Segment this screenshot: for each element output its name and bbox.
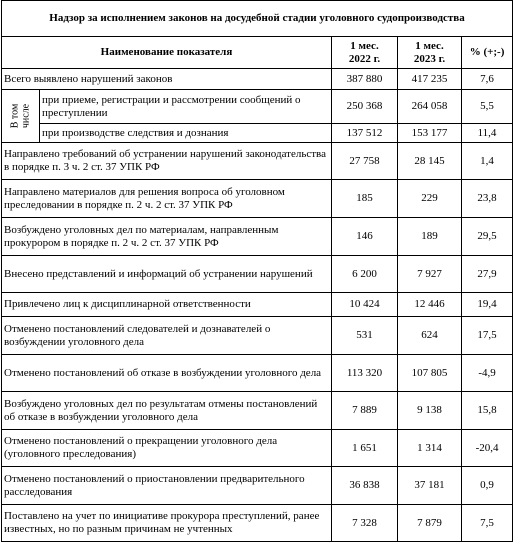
row-value-2023: 9 138 [398, 392, 462, 430]
table-row [2, 317, 513, 355]
row-percent: 17,5 [462, 317, 513, 355]
row-value-2022: 146 [332, 218, 398, 256]
table-row [2, 90, 513, 124]
header-name-column: Наименование показателя [2, 37, 332, 69]
row-value-2023: 12 446 [398, 293, 462, 317]
row-percent: 15,8 [462, 392, 513, 430]
table-row [2, 124, 513, 143]
table-row [2, 430, 513, 467]
header-2023-column [398, 37, 462, 69]
table-header-row [2, 37, 513, 69]
row-value-2023: 264 058 [398, 90, 462, 124]
row-value-2022: 6 200 [332, 256, 398, 293]
row-label: при приеме, регистрации и рассмотрении сообщений о преступлении [40, 90, 332, 124]
table-title: Надзор за исполнением законов на досудебной стадии уголовного судопроизводства [2, 1, 513, 37]
row-value-2022: 185 [332, 180, 398, 218]
header-2022-line2: 2022 г. [348, 52, 381, 65]
row-percent: 0,9 [462, 467, 513, 505]
row-value-2022: 27 758 [332, 143, 398, 180]
row-percent: 27,9 [462, 256, 513, 293]
header-percent-column: % (+;-) [462, 37, 513, 69]
row-value-2023: 107 805 [398, 355, 462, 392]
row-value-2022: 1 651 [332, 430, 398, 467]
row-percent: -4,9 [462, 355, 513, 392]
row-value-2023: 28 145 [398, 143, 462, 180]
row-percent: 11,4 [462, 124, 513, 143]
row-value-2022: 7 889 [332, 392, 398, 430]
row-value-2022: 113 320 [332, 355, 398, 392]
row-label: Отменено постановлений об отказе в возбуждении уголовного дела [2, 355, 332, 392]
row-label: Внесено представлений и информаций об устранении нарушений [2, 256, 332, 293]
row-label: Поставлено на учет по инициативе прокурора преступлений, ранее известных, но по разным причинам не учтенных [2, 505, 332, 542]
row-value-2022: 250 368 [332, 90, 398, 124]
row-percent: 7,5 [462, 505, 513, 542]
group-label-line2: числе [20, 103, 32, 128]
group-label-text [9, 103, 31, 128]
header-2022-line1: 1 мес. [350, 39, 379, 52]
row-percent: 5,5 [462, 90, 513, 124]
table-title-row [2, 1, 513, 37]
row-label: Отменено постановлений о прекращении уголовного дела (уголовного преследования) [2, 430, 332, 467]
row-percent: 7,6 [462, 69, 513, 90]
row-value-2023: 153 177 [398, 124, 462, 143]
row-value-2023: 7 927 [398, 256, 462, 293]
row-value-2023: 229 [398, 180, 462, 218]
group-label-line1: В том [9, 103, 21, 128]
row-value-2023: 417 235 [398, 69, 462, 90]
group-label [2, 90, 40, 143]
row-value-2022: 531 [332, 317, 398, 355]
row-value-2022: 137 512 [332, 124, 398, 143]
table-row [2, 355, 513, 392]
row-value-2022: 10 424 [332, 293, 398, 317]
row-label: Отменено постановлений о приостановлении предварительного расследования [2, 467, 332, 505]
row-value-2023: 37 181 [398, 467, 462, 505]
table-row [2, 505, 513, 542]
row-value-2023: 7 879 [398, 505, 462, 542]
table-row [2, 218, 513, 256]
row-value-2023: 189 [398, 218, 462, 256]
row-value-2022: 7 328 [332, 505, 398, 542]
row-value-2022: 387 880 [332, 69, 398, 90]
row-label: Возбуждено уголовных дел по материалам, направленным прокурором в порядке п. 2 ч. 2 ст. 37 УПК РФ [2, 218, 332, 256]
row-percent: 1,4 [462, 143, 513, 180]
row-label: Направлено материалов для решения вопроса об уголовном преследовании в порядке п. 2 ч. 2 ст. 37 УПК РФ [2, 180, 332, 218]
row-value-2022: 36 838 [332, 467, 398, 505]
row-label: при производстве следствия и дознания [40, 124, 332, 143]
table-row [2, 180, 513, 218]
row-label: Всего выявлено нарушений законов [2, 69, 332, 90]
row-label: Привлечено лиц к дисциплинарной ответственности [2, 293, 332, 317]
header-2022-column [332, 37, 398, 69]
table-row [2, 392, 513, 430]
table-row [2, 143, 513, 180]
table-row [2, 256, 513, 293]
row-value-2023: 624 [398, 317, 462, 355]
statistics-table [1, 0, 513, 542]
row-value-2023: 1 314 [398, 430, 462, 467]
row-percent: -20,4 [462, 430, 513, 467]
header-2023-line1: 1 мес. [415, 39, 444, 52]
row-percent: 23,8 [462, 180, 513, 218]
table-row [2, 69, 513, 90]
row-label: Отменено постановлений следователей и дознавателей о возбуждении уголовного дела [2, 317, 332, 355]
row-label: Возбуждено уголовных дел по результатам отмены постановлений об отказе в возбуждении уголовного дела [2, 392, 332, 430]
row-percent: 19,4 [462, 293, 513, 317]
row-label: Направлено требований об устранении нарушений законодательства в порядке п. 3 ч. 2 ст. 37 УПК РФ [2, 143, 332, 180]
row-percent: 29,5 [462, 218, 513, 256]
table-row [2, 467, 513, 505]
header-2023-line2: 2023 г. [413, 52, 446, 65]
table-row [2, 293, 513, 317]
